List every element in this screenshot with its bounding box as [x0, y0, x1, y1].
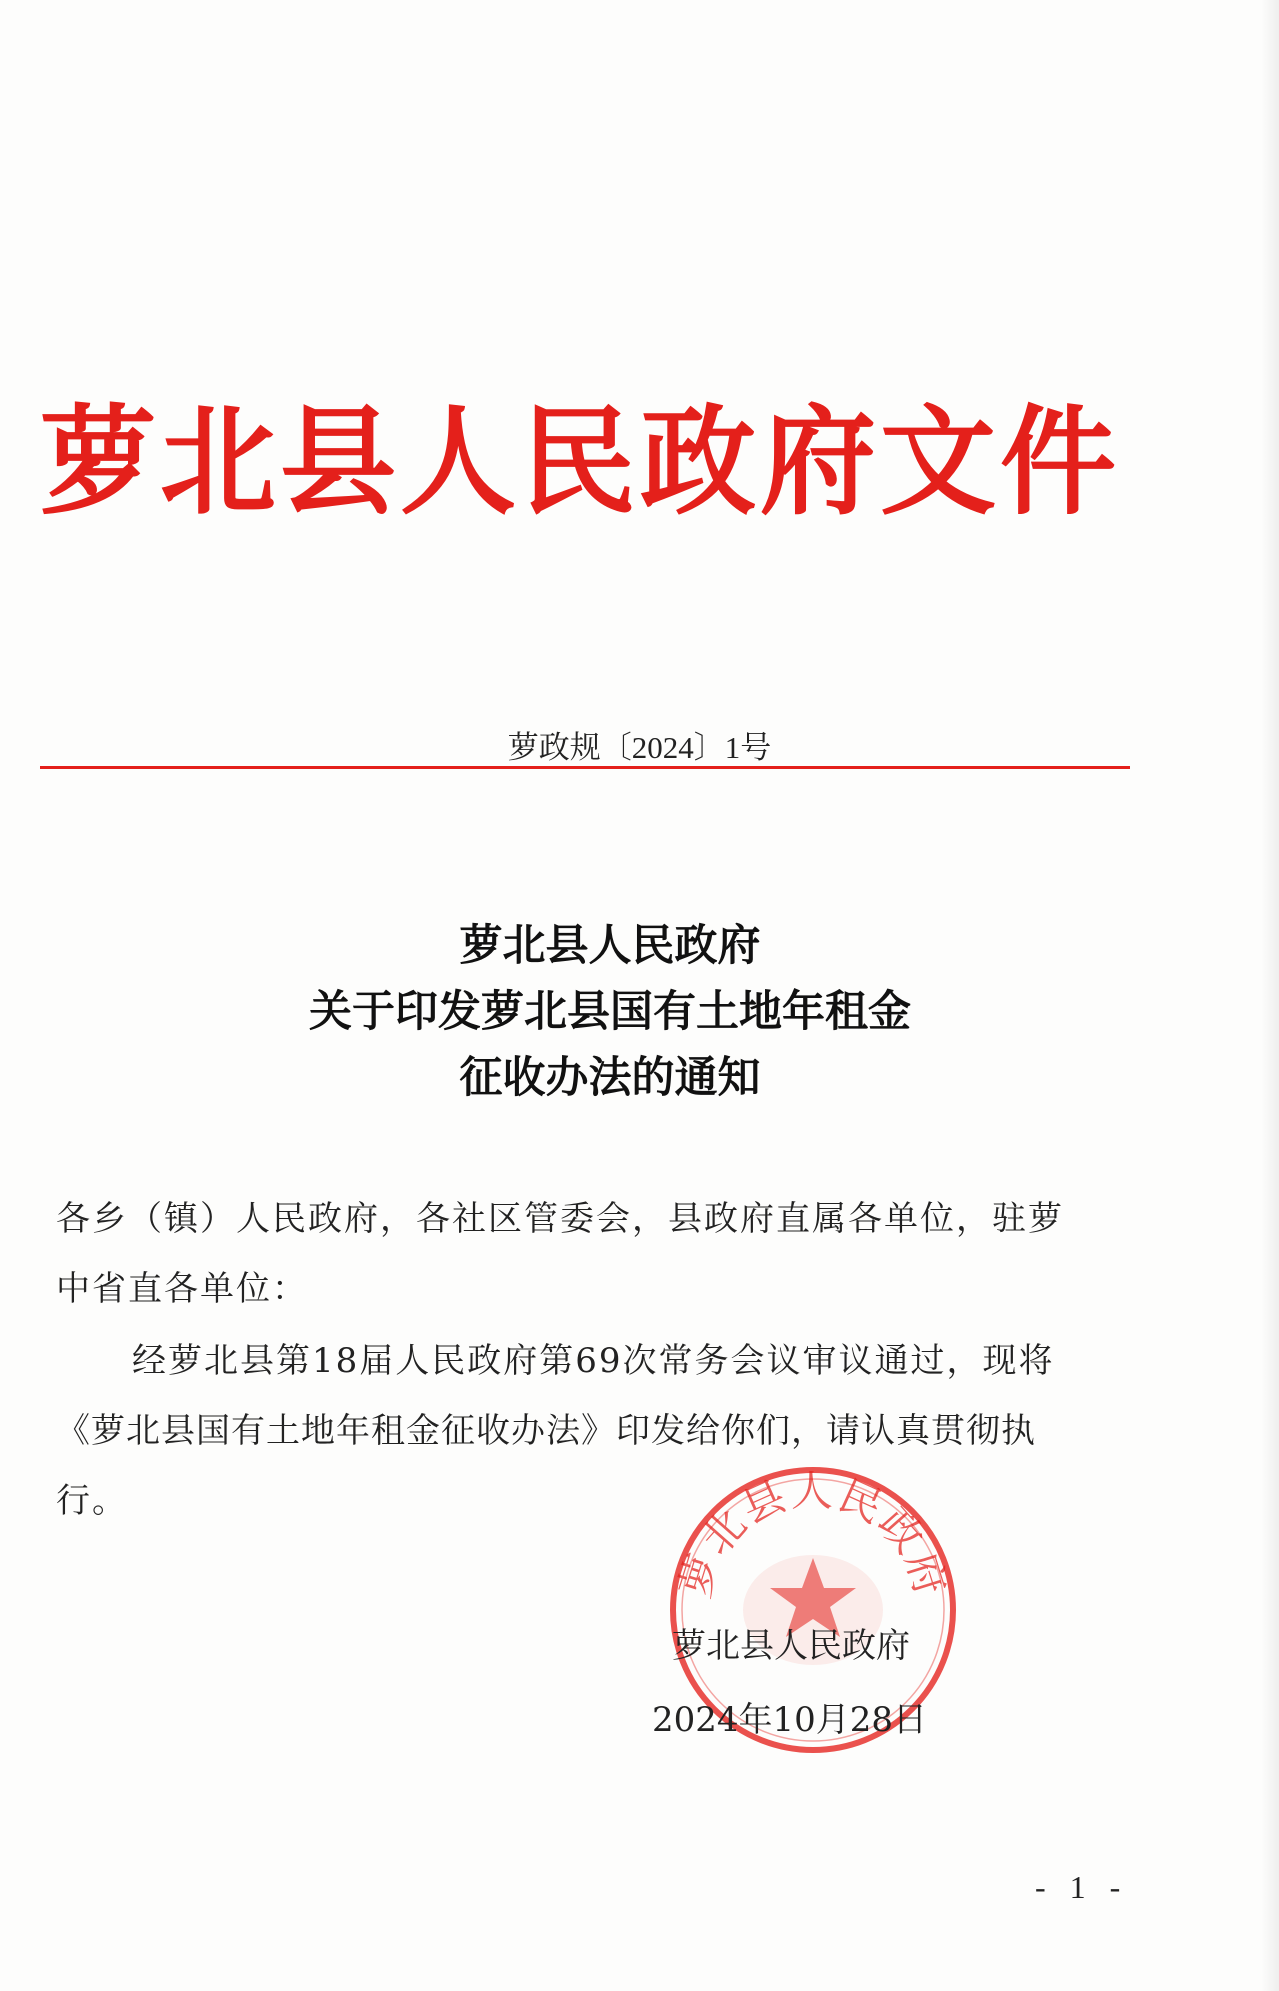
issuer-signature: 萝北县人民政府: [672, 1626, 910, 1666]
title-line-1: 萝北县人民政府: [459, 921, 761, 971]
body-line-1: 经萝北县第18届人民政府第69次常务会议审议通过，现将: [132, 1341, 1055, 1381]
svg-text:萝北县人民政府: 萝北县人民政府: [669, 1466, 957, 1603]
page-number: - 1 -: [1035, 1869, 1129, 1905]
document-masthead: 萝北县人民政府文件: [40, 392, 1121, 531]
title-line-3: 征收办法的通知: [459, 1053, 761, 1103]
title-line-2: 关于印发萝北县国有土地年租金: [309, 987, 911, 1037]
addressee-line-2: 中省直各单位：: [56, 1269, 308, 1309]
red-separator-line: [40, 766, 1130, 769]
body-line-2: 《萝北县国有土地年租金征收办法》印发给你们，请认真贯彻执: [56, 1411, 1036, 1451]
document-number: 萝政规〔2024〕1号: [507, 730, 772, 765]
page-edge-shadow: [1261, 0, 1279, 1991]
addressee-line-1: 各乡（镇）人民政府，各社区管委会，县政府直属各单位，驻萝: [56, 1199, 1064, 1239]
issue-date: 2024年10月28日: [652, 1700, 928, 1740]
body-line-3: 行。: [56, 1481, 128, 1521]
